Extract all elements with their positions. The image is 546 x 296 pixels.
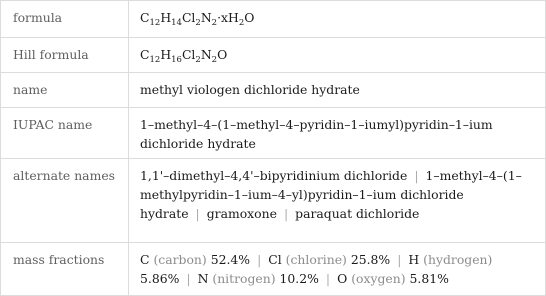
label-hill-formula: Hill formula <box>1 38 129 73</box>
mass-element: (oxygen) <box>351 271 406 286</box>
label-formula: formula <box>1 1 129 38</box>
separator: | <box>283 206 289 221</box>
row-hill-formula <box>1 38 546 73</box>
hill-o: O <box>217 47 228 62</box>
hill-c-count: 12 <box>149 55 161 65</box>
mass-value: 10.2% <box>279 271 319 286</box>
formula-cl-count: 2 <box>195 18 201 28</box>
value-mass-fractions <box>129 243 546 296</box>
hill-c: C <box>140 47 150 62</box>
formula-c: C <box>140 10 150 25</box>
value-formula <box>129 1 546 38</box>
mass-symbol: N <box>197 271 209 286</box>
separator: | <box>397 252 402 267</box>
label-iupac-name: IUPAC name <box>1 108 129 159</box>
separator: | <box>186 271 191 286</box>
hill-n: N <box>200 47 212 62</box>
formula-h-count: 14 <box>171 18 182 28</box>
formula-water-h-count: 2 <box>238 18 245 28</box>
row-name <box>1 73 546 108</box>
formula-o: O <box>244 10 255 25</box>
hill-cl-count: 2 <box>195 55 201 65</box>
value-iupac-name: 1–methyl–4–(1–methyl–4–pyridin–1–iumyl)pyridin–1–ium dichloride hydrate <box>129 108 546 159</box>
mass-value: 52.4% <box>210 252 251 267</box>
mass-value: 25.8% <box>350 252 391 267</box>
formula-water: ·xH <box>217 10 239 25</box>
row-formula <box>1 1 546 38</box>
mass-symbol: H <box>408 252 420 267</box>
alternate-name: 1,1'–dimethyl–4,4'–bipyridinium dichloride <box>140 168 408 183</box>
alternate-name: gramoxone <box>206 206 277 221</box>
formula-c-count: 12 <box>149 18 161 28</box>
row-alternate-names <box>1 159 546 243</box>
separator: | <box>195 206 200 221</box>
formula-n-count: 2 <box>211 18 218 28</box>
mass-value: 5.86% <box>140 271 180 286</box>
separator: | <box>257 252 262 267</box>
formula-h: H <box>160 10 172 25</box>
value-hill-formula <box>129 38 546 73</box>
mass-element: (nitrogen) <box>212 271 276 286</box>
mass-symbol: Cl <box>268 252 282 267</box>
mass-element: (hydrogen) <box>423 252 493 267</box>
hill-cl: Cl <box>181 47 196 62</box>
row-iupac-name <box>1 108 546 159</box>
hill-h: H <box>160 47 172 62</box>
separator: | <box>414 168 419 183</box>
label-name: name <box>1 73 129 108</box>
mass-symbol: O <box>337 271 348 286</box>
mass-symbol: C <box>140 252 150 267</box>
label-mass-fractions: mass fractions <box>1 243 129 296</box>
mass-value: 5.81% <box>409 271 449 286</box>
mass-element: (chlorine) <box>285 252 347 267</box>
row-mass-fractions <box>1 243 546 296</box>
hill-h-count: 16 <box>171 55 182 65</box>
alternate-name: paraquat dichloride <box>295 206 420 221</box>
mass-element: (carbon) <box>153 252 207 267</box>
value-alternate-names <box>129 159 546 243</box>
label-alternate-names: alternate names <box>1 159 129 243</box>
value-name: methyl viologen dichloride hydrate <box>129 73 546 108</box>
separator: | <box>325 271 331 286</box>
hill-n-count: 2 <box>211 55 218 65</box>
alternate-name: 1–methyl–4–(1–methylpyridin–1–ium–4–yl)pyridin–1–ium dichloride hydrate <box>140 168 522 221</box>
formula-cl: Cl <box>181 10 196 25</box>
formula-n: N <box>200 10 212 25</box>
